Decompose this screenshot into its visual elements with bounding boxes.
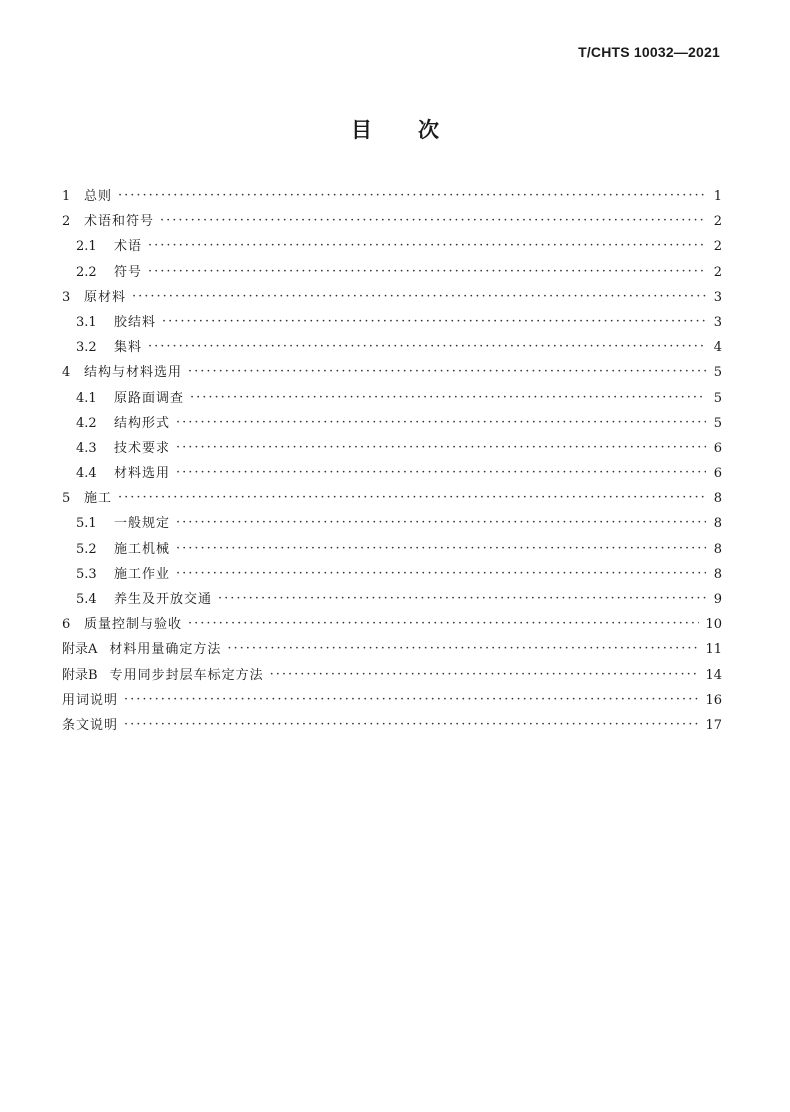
toc-entry[interactable] xyxy=(62,184,722,209)
toc-entry-page: 3 xyxy=(713,314,722,330)
toc-entry-label: 术语和符号 xyxy=(84,214,155,230)
toc-entry-label: 胶结料 xyxy=(114,314,157,330)
toc-leader-dots xyxy=(160,208,706,233)
toc-entry-label: 材料用量确定方法 xyxy=(109,642,222,658)
toc-leader-dots xyxy=(148,334,706,359)
toc-entry-page: 8 xyxy=(713,516,722,532)
toc-leader-dots xyxy=(270,662,700,687)
toc-entry-label: 集料 xyxy=(114,340,143,356)
toc-leader-dots xyxy=(227,636,699,661)
toc-entry-label: 总则 xyxy=(84,189,113,204)
toc-entry-page: 6 xyxy=(713,440,722,456)
toc-entry-number: 5.4 xyxy=(76,592,97,607)
toc-leader-dots xyxy=(176,410,706,435)
toc-entry-page: 10 xyxy=(705,617,722,633)
toc-leader-dots xyxy=(176,561,706,586)
toc-entry[interactable] xyxy=(62,436,722,461)
toc-entry[interactable] xyxy=(62,511,722,536)
toc-entry[interactable] xyxy=(62,562,722,587)
toc-leader-dots xyxy=(190,385,706,410)
toc-entry-page: 2 xyxy=(713,214,722,230)
toc-entry-label: 专用同步封层车标定方法 xyxy=(109,667,264,683)
toc-entry-number: 5.1 xyxy=(76,516,97,532)
toc-entry-page: 2 xyxy=(713,264,722,280)
toc-entry[interactable] xyxy=(62,688,722,713)
toc-entry[interactable] xyxy=(62,587,722,612)
toc-entry[interactable] xyxy=(62,386,722,411)
toc-leader-dots xyxy=(218,586,706,611)
toc-entry-page: 5 xyxy=(713,390,722,406)
toc-entry[interactable] xyxy=(62,234,722,259)
toc-leader-dots xyxy=(162,309,706,334)
toc-entry[interactable] xyxy=(62,637,722,662)
toc-entry-number: 附录A xyxy=(62,642,98,658)
toc-leader-dots xyxy=(188,359,706,384)
toc-entry-label: 施工 xyxy=(84,491,113,507)
toc-entry-page: 16 xyxy=(705,692,722,708)
document-code: T/CHTS 10032—2021 xyxy=(578,44,720,60)
toc-entry-label: 术语 xyxy=(114,239,143,255)
toc-entry-label: 用词说明 xyxy=(62,692,119,708)
toc-entry[interactable] xyxy=(62,663,722,688)
toc-entry-label: 施工作业 xyxy=(114,566,171,582)
toc-leader-dots xyxy=(132,284,706,309)
toc-entry-label: 结构形式 xyxy=(114,415,171,431)
toc-leader-dots xyxy=(124,687,699,712)
toc-leader-dots xyxy=(176,435,706,460)
toc-entry[interactable] xyxy=(62,285,722,310)
toc-entry[interactable] xyxy=(62,486,722,511)
toc-entry-number: 1 xyxy=(62,189,71,204)
toc-entry-label: 施工机械 xyxy=(114,541,171,557)
toc-entry-page: 2 xyxy=(713,239,722,255)
toc-entry[interactable] xyxy=(62,310,722,335)
toc-entry-page: 8 xyxy=(713,541,722,557)
toc-entry-page: 8 xyxy=(713,491,722,507)
toc-entry-page: 5 xyxy=(713,415,722,431)
toc-entry-number: 3 xyxy=(62,289,71,305)
toc-entry[interactable] xyxy=(62,260,722,285)
toc-entry-number: 4.2 xyxy=(76,415,97,431)
toc-leader-dots xyxy=(176,510,706,535)
toc-entry-number: 4.3 xyxy=(76,440,97,456)
toc-entry-number: 5 xyxy=(62,491,71,507)
table-of-contents xyxy=(62,184,722,738)
toc-leader-dots xyxy=(188,611,699,636)
toc-entry-number: 5.2 xyxy=(76,541,97,557)
page-title: 目次 xyxy=(351,118,485,142)
toc-entry-page: 17 xyxy=(705,717,722,733)
toc-entry-label: 一般规定 xyxy=(114,516,171,532)
toc-entry-label: 技术要求 xyxy=(114,440,171,456)
toc-entry-number: 4.4 xyxy=(76,466,97,482)
toc-entry-number: 4.1 xyxy=(76,390,97,406)
toc-entry[interactable] xyxy=(62,360,722,385)
toc-entry[interactable] xyxy=(62,209,722,234)
toc-entry-number: 4 xyxy=(62,365,71,381)
toc-entry-number: 6 xyxy=(62,617,71,633)
toc-entry-number: 3.1 xyxy=(76,314,97,330)
toc-leader-dots xyxy=(148,233,706,258)
toc-entry-label: 养生及开放交通 xyxy=(114,592,213,607)
toc-entry-page: 6 xyxy=(713,466,722,482)
toc-entry-label: 符号 xyxy=(114,264,143,280)
toc-entry-page: 14 xyxy=(705,667,722,683)
toc-leader-dots xyxy=(118,183,706,208)
toc-entry-number: 5.3 xyxy=(76,566,97,582)
toc-entry-page: 9 xyxy=(713,592,722,607)
toc-entry-page: 3 xyxy=(713,289,722,305)
toc-entry[interactable] xyxy=(62,612,722,637)
toc-entry[interactable] xyxy=(62,537,722,562)
toc-entry-page: 11 xyxy=(705,642,722,658)
toc-entry-label: 条文说明 xyxy=(62,717,119,733)
toc-entry-label: 原材料 xyxy=(84,289,127,305)
toc-entry-label: 结构与材料选用 xyxy=(84,365,183,381)
toc-leader-dots xyxy=(176,536,706,561)
toc-entry[interactable] xyxy=(62,335,722,360)
toc-entry-label: 质量控制与验收 xyxy=(84,617,183,633)
toc-entry-page: 5 xyxy=(713,365,722,381)
toc-entry-number: 2 xyxy=(62,214,71,230)
toc-entry[interactable] xyxy=(62,411,722,436)
toc-leader-dots xyxy=(148,259,706,284)
toc-leader-dots xyxy=(118,485,706,510)
toc-entry-label: 原路面调查 xyxy=(114,390,185,406)
toc-entry[interactable] xyxy=(62,461,722,486)
toc-entry-number: 附录B xyxy=(62,667,98,683)
toc-entry[interactable] xyxy=(62,713,722,738)
toc-leader-dots xyxy=(124,712,699,737)
toc-entry-page: 4 xyxy=(713,340,722,356)
toc-entry-number: 2.1 xyxy=(76,239,97,255)
toc-leader-dots xyxy=(176,460,706,485)
toc-entry-label: 材料选用 xyxy=(114,466,171,482)
toc-entry-page: 8 xyxy=(713,566,722,582)
toc-entry-number: 3.2 xyxy=(76,340,97,356)
toc-entry-number: 2.2 xyxy=(76,264,97,280)
toc-entry-page: 1 xyxy=(713,189,722,204)
